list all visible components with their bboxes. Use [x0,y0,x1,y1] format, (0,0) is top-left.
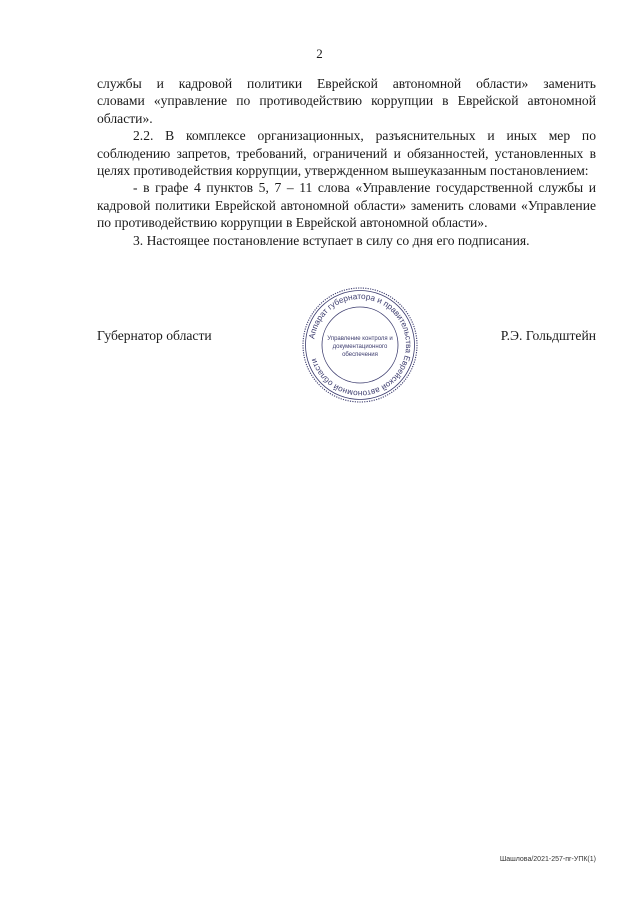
seal-ring-text: Аппарат губернатора и правительства Еврейской автономной области [307,291,414,399]
paragraph-continuation: словами «управление по противодействию коррупции в Еврейской автономной области». [97,93,596,126]
paragraph-2-2: 2.2. В комплексе организационных, разъяснительных и иных мер по соблюдению запретов, требований, ограничений и обязанностей, установленных в целях противодействия коррупции, утвержденном вышеуказанным постановлением: [97,128,596,179]
seal-center-line-1: Управление контроля и [327,336,393,342]
paragraph-continuation-line: службы и кадровой политики Еврейской автономной области» заменить [97,76,596,91]
seal-center-line-2: документационного [332,344,388,350]
official-seal-stamp [300,285,420,405]
signatory-position: Губернатор области [97,328,212,343]
document-footer-code: Шашлова/2021-257-пг-УПК(1) [499,856,596,863]
document-body [97,75,596,249]
page-number: 2 [316,46,323,61]
seal-center-line-3: обеспечения [342,352,378,358]
paragraph-3: 3. Настоящее постановление вступает в силу со дня его подписания. [133,232,530,248]
signatory-name: Р.Э. Гольдштейн [500,328,596,343]
paragraph-column-4: - в графе 4 пунктов 5, 7 – 11 слова «Управление государственной службы и кадровой политики Еврейской автономной области» заменить словами «Управление по противодействию коррупции в Еврейской автономной области». [97,180,596,231]
